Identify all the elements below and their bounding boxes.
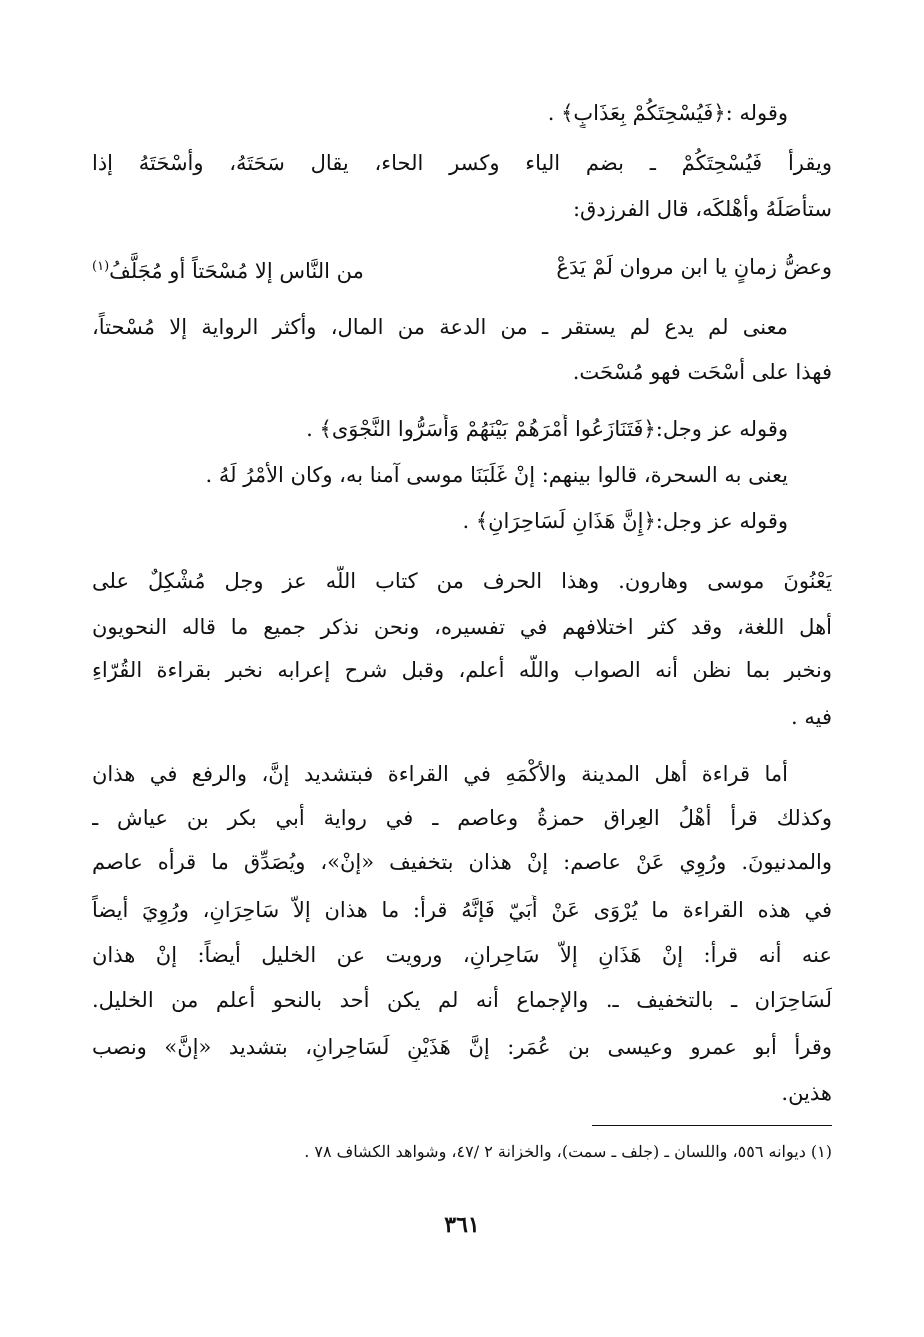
footnote: (١) ديوانه ٥٥٦، واللسان ـ (جلف ـ سمت)، والخزانة ٢ /٤٧، وشواهد الكشاف ٧٨ . <box>304 1142 832 1161</box>
text-line-12: فيه . <box>791 705 832 729</box>
verse-second-hemistich-wrap <box>92 252 364 286</box>
text-line-8: وقوله عز وجل:﴿إِنَّ هَذَانِ لَسَاحِرَانِ﴾ . <box>462 509 788 533</box>
text-line-14: وكذلك قرأ أهْلُ العِراق حمزةُ وعاصم ـ في رواية أبي بكر بن عياش ـ <box>92 806 832 830</box>
text-line-1: وقوله :﴿فَيُسْحِتَكُمْ بِعَذَابٍ﴾ . <box>547 101 788 125</box>
text-line-2: ويقرأ فَيُسْحِتَكُمْ ـ بضم الياء وكسر الحاء، يقال سَحَتَهُ، وأسْحَتَهُ إذا <box>92 151 832 175</box>
text-line-10: أهل اللغة، وقد كثر اختلافهم في تفسيره، ونحن نذكر جميع ما قاله النحويون <box>92 615 832 639</box>
text-line-4: معنى لم يدع لم يستقر ـ من الدعة من المال، وأكثر الرواية إلا مُسْحتاً، <box>92 315 788 339</box>
verse-second-hemistich: من النَّاس إلا مُسْحَتاً أو مُجَلَّفُ <box>109 259 364 283</box>
text-line-9: يَعْنُونَ موسى وهارون. وهذا الحرف من كتاب اللّه عز وجل مُشْكِلٌ على <box>92 569 832 593</box>
text-line-15: والمدنيونَ. ورُوِي عَنْ عاصم: إنْ هذان بتخفيف «إنْ»، ويُصَدِّق ما قرأه عاصم <box>92 850 832 874</box>
footnote-separator <box>592 1125 832 1126</box>
page-number: ٣٦١ <box>444 1212 480 1238</box>
text-line-19: وقرأ أبو عمرو وعيسى بن عُمَر: إنَّ هَذَيْنِ لَسَاحِرانِ، بتشديد «إنَّ» ونصب <box>92 1035 832 1059</box>
text-line-18: لَسَاحِرَان ـ بالتخفيف ـ. والإجماع أنه لم يكن أحد بالنحو أعلم من الخليل. <box>92 988 832 1012</box>
poetry-verse <box>92 252 832 286</box>
footnote-marker: (١) <box>92 259 110 274</box>
text-line-17: عنه أنه قرأ: إنْ هَذَانِ إلاّ سَاحِرانِ، ورويت عن الخليل أيضاً: إنْ هذان <box>92 943 832 967</box>
text-line-7: يعنى به السحرة، قالوا بينهم: إنْ غَلَبَنَا موسى آمنا به، وكان الأمْرُ لَهُ . <box>205 463 788 487</box>
verse-first-hemistich: وعضُّ زمانٍ يا ابن مروان لَمْ يَدَعْ <box>556 255 832 279</box>
text-line-5: فهذا على أسْحَت فهو مُسْحَت. <box>572 360 832 384</box>
text-line-13: أما قراءة أهل المدينة والأكْمَهِ في القراءة فبتشديد إنَّ، والرفع في هذان <box>92 762 788 786</box>
text-line-6: وقوله عز وجل:﴿فَتَنَازَعُوا أَمْرَهُمْ بَيْنَهُمْ وَأَسَرُّوا النَّجْوَى﴾ . <box>306 417 788 441</box>
text-line-16: في هذه القراءة ما يُرْوَى عَنْ أُبَيّ فَإنَّهُ قرأ: ما هذان إلاّ سَاحِرَانِ، ورُوِيَ أيضاً <box>92 898 832 922</box>
text-line-11: ونخبر بما نظن أنه الصواب واللّه أعلم، وقبل شرح إعرابه نخبر بقراءة القُرّاءِ <box>92 658 832 682</box>
text-line-20: هذين. <box>781 1081 832 1105</box>
text-line-3: ستأْصَلَهُ وأهْلكَه، قال الفرزدق: <box>572 197 832 221</box>
